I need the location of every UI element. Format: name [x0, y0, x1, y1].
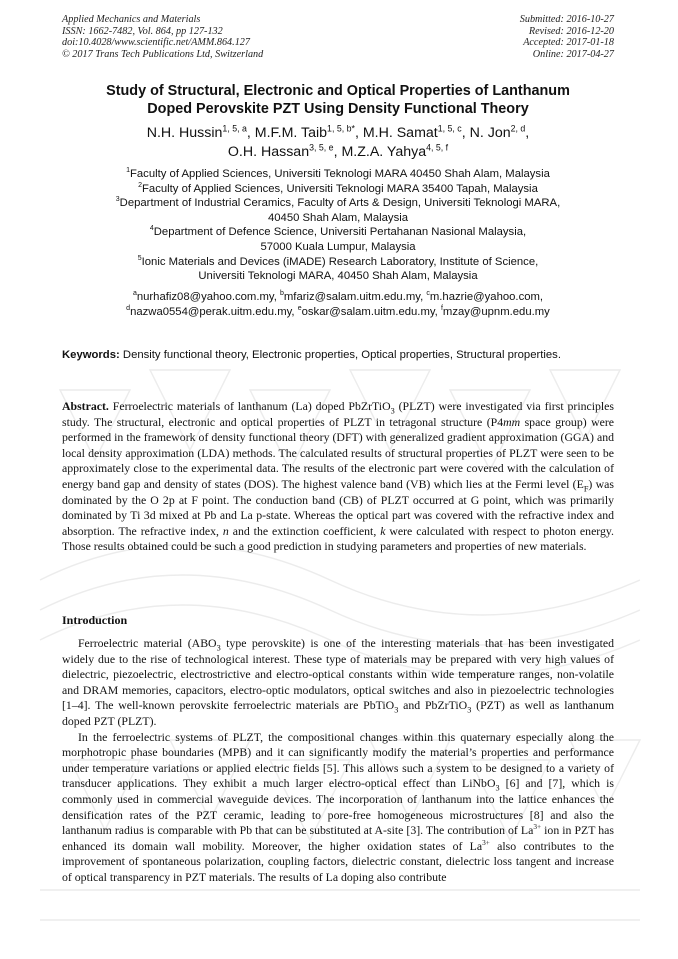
- revised-date: Revised: 2016-12-20: [528, 25, 614, 37]
- intro-p2-c-sup: 3+: [482, 837, 490, 847]
- intro-paragraph-1: [62, 636, 614, 730]
- abstract-text-4: ) was dominated by the O 2p at F point. The conduction band (CB) of PLZT occurred at G point, which was primarily dominated by Ti 3d mixed at Pb and La p-state. Whereas the optical part was covered with the refractive index and absorption. The refractive index,: [62, 476, 614, 538]
- author-5-sup: 3, 5, e: [309, 142, 334, 153]
- intro-p2-a: In the ferroelectric systems of PLZT, the compositional changes within this quaternary especially along the morphotropic phase boundaries (MPB) and it can significantly modify the material’s properties and performance under temperature variations or applied electric fields [5]. This allows such a system to be designed to a variety of transducer applications. They exhibit a much larger electro-optical effect than LiNbO: [62, 729, 614, 791]
- affiliation-4-cont: 57000 Kuala Lumpur, Malaysia: [260, 240, 416, 253]
- intro-p1-a: Ferroelectric material (ABO: [78, 636, 217, 650]
- affiliation-2: [62, 182, 614, 197]
- email-c[interactable]: m.hazrie@yahoo.com,: [429, 291, 544, 303]
- email-list: [62, 290, 614, 319]
- affiliation-2-text: Faculty of Applied Sciences, Universiti Teknologi MARA 35400 Tapah, Malaysia: [142, 182, 538, 195]
- affiliation-2-sup: 2: [138, 181, 143, 189]
- email-f[interactable]: mzay@upnm.edu.my: [442, 305, 550, 318]
- affiliation-3-text: Department of Industrial Ceramics, Faculty of Arts & Design, Universiti Teknologi MARA,: [119, 197, 561, 210]
- affiliation-1: [62, 167, 614, 182]
- affiliation-list: [62, 167, 614, 284]
- intro-p1-d: (PZT) as well as lanthanum doped PZT (PLZT).: [62, 698, 615, 728]
- intro-paragraph-2: [62, 730, 614, 886]
- submitted-date: Submitted: 2016-10-27: [519, 14, 614, 25]
- email-c-sup: c: [426, 290, 430, 298]
- abstract-label: Abstract.: [62, 399, 109, 413]
- affiliation-3-sup: 3: [115, 196, 120, 204]
- author-1-sup: 1, 5, a: [222, 123, 247, 134]
- online-date: Online: 2017-04-27: [532, 48, 614, 60]
- affiliation-5-sup: 5: [137, 254, 142, 262]
- abstract-sub-1: 3: [390, 406, 395, 416]
- intro-p1-a-sub: 3: [216, 643, 221, 653]
- abstract-italic-mm: mm: [503, 414, 521, 429]
- abstract-italic-n: n: [222, 523, 229, 538]
- email-e-sup: e: [297, 304, 302, 312]
- abstract-text-6: were calculated with respect to photon energy. Those results obtained could be such a good prediction in studying parameters and properties of new materials.: [62, 523, 614, 554]
- author-5: O.H. Hassan: [227, 144, 310, 160]
- author-3: M.H. Samat: [362, 125, 438, 141]
- copyright-line: © 2017 Trans Tech Publications Ltd, Switzerland: [62, 48, 264, 60]
- issn-line: ISSN: 1662-7482, Vol. 864, pp 127-132: [62, 25, 223, 37]
- paper-title: [62, 82, 614, 118]
- email-e[interactable]: oskar@salam.uitm.edu.my,: [301, 305, 438, 318]
- author-6: M.Z.A. Yahya: [341, 144, 427, 160]
- affiliation-1-text: Faculty of Applied Sciences, Universiti Teknologi MARA 40450 Shah Alam, Malaysia: [130, 168, 550, 180]
- author-4: N. Jon: [469, 125, 511, 141]
- author-3-sup: 1, 5, c: [437, 123, 462, 134]
- email-d[interactable]: nazwa0554@perak.uitm.edu.my,: [130, 305, 295, 318]
- affiliation-5: [62, 255, 614, 270]
- keywords-label: Keywords:: [62, 349, 120, 361]
- intro-p2-a-sub: 3: [495, 783, 500, 793]
- keywords-text: Density functional theory, Electronic properties, Optical properties, Structural properties.: [122, 349, 561, 361]
- intro-p2-d: also contributes to the improvement of spontaneous polarization, coupling factors, dielectric constant, dielectric loss tangent and increase of optical transparency in PZT materials. The results of La doping also contribute: [62, 838, 614, 884]
- intro-p2-b: [6] and [7], which is commonly used in commercial waveguide devices. The incorporation of lanthanum into the lattice enhances the densification rates of the PZT ceramic, leading to pore-free homogeneous microstructures [8] and also the lanthanum radius is comparable with Pb that can be substituted at A-site [3]. The contribution of La: [62, 776, 614, 838]
- abstract-italic-k: k: [380, 523, 386, 538]
- author-list: N.H. Hussin$^{1, 5, a}$, M.F.M. Taib$^{1, 5, b*}$, M.H. Samat$^{1, 5, c}$, N. Jon$^{2, d}$, O.H. Hassan$^{3, 5, e}$, M.Z.A. Yahya$^{4, 5, f}$: [146, 123, 530, 160]
- journal-meta: [62, 14, 263, 60]
- affiliation-3: [62, 196, 614, 211]
- introduction-body: [62, 636, 614, 886]
- intro-p2-b-sup: 3+: [533, 822, 542, 832]
- intro-p1-c: and PbZrTiO: [403, 698, 468, 713]
- author-2: M.F.M. Taib: [254, 125, 328, 141]
- email-b-sup: b: [279, 290, 284, 298]
- title-line-1: Study of Structural, Electronic and Optical Properties of Lanthanum: [106, 83, 570, 99]
- affiliation-3-cont: 40450 Shah Alam, Malaysia: [267, 211, 409, 224]
- abstract-text-5: and the extinction coefficient,: [232, 523, 377, 538]
- keywords-section: [62, 348, 614, 363]
- affiliation-1-sup: 1: [126, 167, 130, 175]
- author-6-sup: 4, 5, f: [426, 142, 449, 153]
- journal-name: Applied Mechanics and Materials: [62, 14, 201, 25]
- abstract-section: [62, 399, 614, 555]
- doi-line: doi:10.4028/www.scientific.net/AMM.864.127: [62, 37, 250, 49]
- affiliation-5-text: Ionic Materials and Devices (iMADE) Research Laboratory, Institute of Science,: [141, 255, 539, 268]
- section-heading-introduction: Introduction: [62, 613, 128, 627]
- author-4-sup: 2, d: [510, 123, 526, 134]
- email-a[interactable]: nurhafiz08@yahoo.com.my,: [136, 291, 277, 303]
- affiliation-4-text: Department of Defence Science, Universiti Pertahanan Nasional Malaysia,: [153, 226, 527, 239]
- accepted-date: Accepted: 2017-01-18: [523, 37, 614, 49]
- affiliation-4-sup: 4: [149, 225, 154, 233]
- intro-p1-c-sub: 3: [467, 705, 472, 715]
- intro-p1-b-sub: 3: [394, 705, 399, 715]
- intro-p1-b: type perovskite) is one of the interesting materials that has been investigated widely due to the rise of technological interest. These type of materials may be prepared with very high values of dielectric, piezoelectric, electrostrictive and electro-optical constants within wide temperature ranges, non-volatile and DRAM memories, capacitors, electro-optic modulators, optical switches and also in piezoelectric technologies [1–4]. The well-known perovskite ferroelectric materials are PbTiO: [62, 636, 615, 713]
- abstract-text-2: (PLZT) were investigated via first principles study. The structural, electronic and optical properties of PLZT in tetragonal structure (P4: [62, 399, 615, 429]
- email-f-sup: f: [440, 304, 443, 312]
- title-line-2: Doped Perovskite PZT Using Density Functional Theory: [147, 101, 529, 117]
- email-a-sup: a: [132, 290, 137, 298]
- author-2-sup: 1, 5, b*: [327, 123, 355, 134]
- intro-p2-c: ion in PZT has enhanced its domain wall mobility. Moreover, the higher oxidation states of La: [62, 823, 614, 853]
- dates-meta: [520, 14, 614, 60]
- email-b[interactable]: mfariz@salam.uitm.edu.my,: [283, 291, 424, 303]
- author-1: N.H. Hussin: [146, 125, 223, 141]
- abstract-text-3: space group) were performed in the framework of density functional theory (DFT) with generalized gradient approximation (GGA) and local density approximation (LDA) methods. The calculated results of structural properties of PLZT were seen to be approximately close to the experimental data. The results of the electronic part were covered with the calculation of energy band gap and density of states (DOS). The highest valence band (VB) which lies at the Fermi level (E: [62, 414, 614, 491]
- affiliation-4: [62, 225, 614, 240]
- email-d-sup: d: [126, 304, 131, 312]
- abstract-sub-fermi: F: [583, 484, 589, 494]
- abstract-text-1: Ferroelectric materials of lanthanum (La) doped PbZrTiO: [112, 399, 391, 413]
- affiliation-5-cont: Universiti Teknologi MARA, 40450 Shah Alam, Malaysia: [198, 270, 478, 283]
